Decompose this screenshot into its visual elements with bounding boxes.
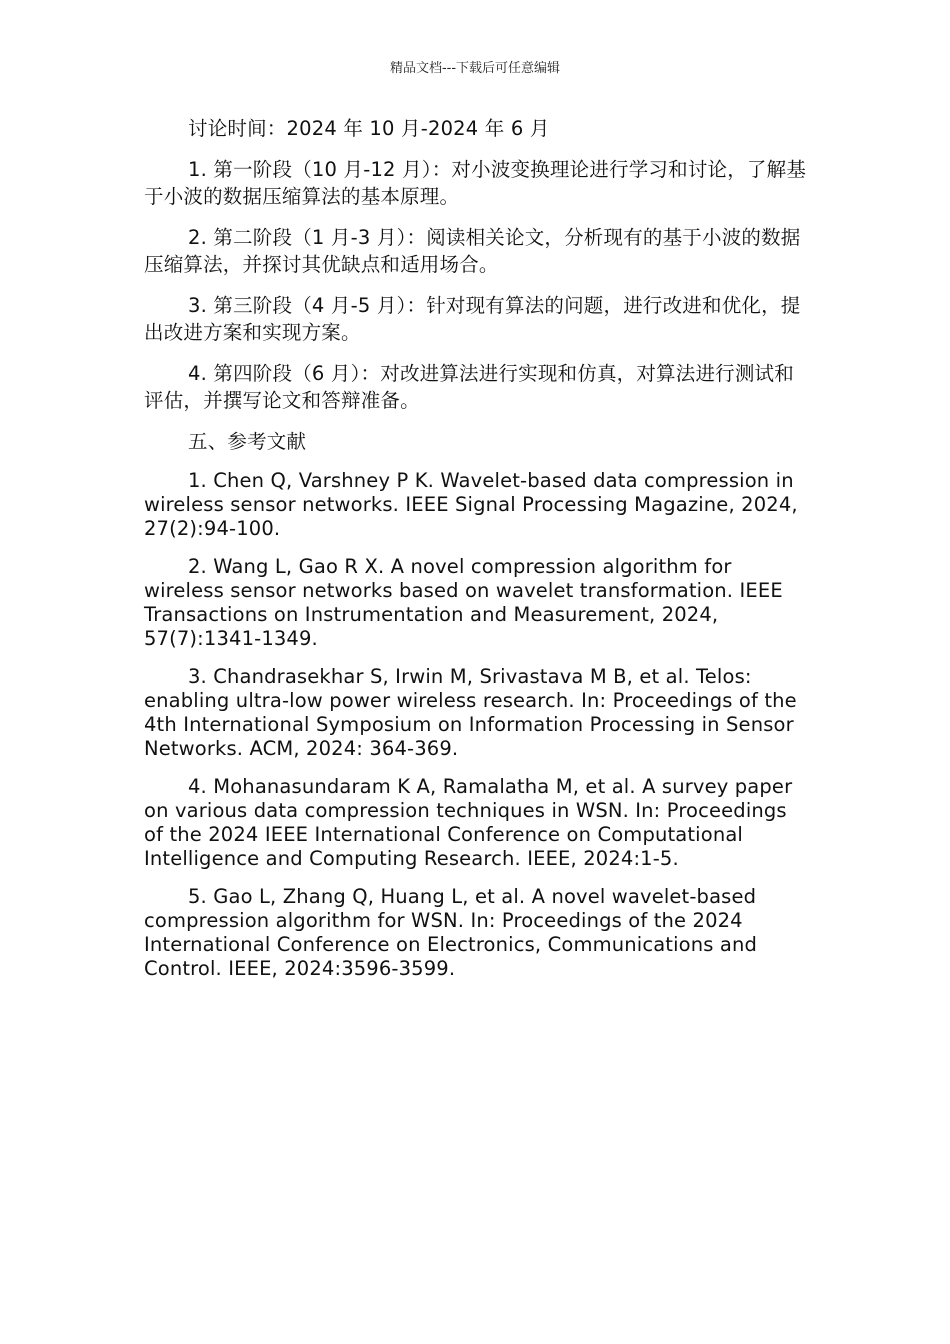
phase-3: 3. 第三阶段（4 月-5 月）：针对现有算法的问题，进行改进和优化，提出改进方案和实现方案。 [144, 294, 801, 344]
reference-item-1: 1. Chen Q, Varshney P K. Wavelet-based data compression in wireless sensor networks. IEEE Signal Processing Magazine, 2024, 27(2):94-100. [144, 469, 798, 540]
page-header: 精品文档---下载后可任意编辑 [389, 61, 561, 76]
phase-4: 4. 第四阶段（6 月）：对改进算法进行实现和仿真，对算法进行测试和评估，并撰写论文和答辩准备。 [144, 362, 794, 412]
reference-item-3: 3. Chandrasekhar S, Irwin M, Srivastava M B, et al. Telos: enabling ultra-low power wireless research. In: Proceedings of the 4th International Symposium on Information Processing in Sensor Networks. ACM, 2024: 364-369. [144, 665, 797, 760]
discussion-time: 讨论时间：2024 年 10 月-2024 年 6 月 [188, 117, 550, 140]
references-heading: 五、参考文献 [188, 430, 307, 453]
phase-1: 1. 第一阶段（10 月-12 月）：对小波变换理论进行学习和讨论，了解基于小波的数据压缩算法的基本原理。 [144, 158, 807, 208]
phase-2: 2. 第二阶段（1 月-3 月）：阅读相关论文，分析现有的基于小波的数据压缩算法，并探讨其优缺点和适用场合。 [144, 226, 801, 276]
document-body [144, 115, 812, 995]
reference-item-5: 5. Gao L, Zhang Q, Huang L, et al. A novel wavelet-based compression algorithm for WSN. In: Proceedings of the 2024 International Conference on Electronics, Communications and Control. IEEE, 2024:3596-3599. [144, 885, 758, 980]
reference-item-4: 4. Mohanasundaram K A, Ramalatha M, et al. A survey paper on various data compression techniques in WSN. In: Proceedings of the 2024 IEEE International Conference on Computational Intelligence and Computing Research. IEEE, 2024:1-5. [144, 775, 793, 870]
reference-item-2: 2. Wang L, Gao R X. A novel compression algorithm for wireless sensor networks based on wavelet transformation. IEEE Transactions on Instrumentation and Measurement, 2024, 57(7):1341-1349. [144, 555, 783, 650]
